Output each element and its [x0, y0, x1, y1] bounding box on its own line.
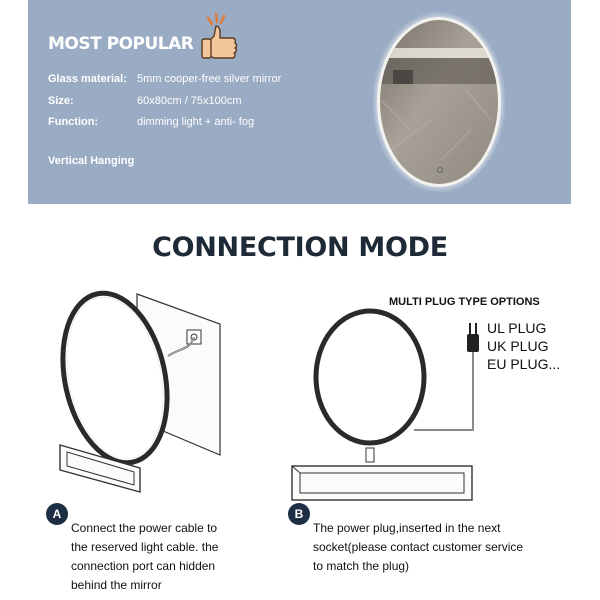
product-banner [28, 0, 571, 204]
section-title: CONNECTION MODE [152, 232, 448, 263]
step-a-badge: A [46, 503, 68, 525]
spec-value: 60x80cm / 75x100cm [137, 95, 242, 107]
step-text-line: behind the mirror [71, 578, 162, 592]
step-text-line: The power plug,inserted in the next [313, 521, 501, 535]
spec-key: Function: [48, 116, 99, 128]
step-text-line: Connect the power cable to [71, 521, 218, 535]
step-text-line: connection port can hidden [71, 559, 216, 573]
plug-option: UL PLUG [487, 320, 547, 336]
spec-value: dimming light + anti- fog [137, 116, 255, 128]
diagram-wall-mount [40, 280, 250, 510]
step-a-text [71, 519, 218, 595]
plug-option: EU PLUG... [487, 356, 561, 372]
step-text-line: the reserved light cable. the [71, 540, 219, 554]
product-mirror-image [371, 10, 507, 194]
step-b-text [313, 519, 523, 576]
banner-title: MOST POPULAR [48, 34, 194, 54]
thumbs-up-icon [198, 12, 244, 62]
spec-key: Glass material: [48, 73, 127, 85]
step-text-line: to match the plug) [313, 559, 410, 573]
plug-options-heading: MULTI PLUG TYPE OPTIONS [389, 296, 540, 308]
hanging-label: Vertical Hanging [48, 155, 135, 167]
step-b-badge: B [288, 503, 310, 525]
plug-icon [467, 323, 479, 352]
step-text-line: socket(please contact customer service [313, 540, 524, 554]
plug-option: UK PLUG [487, 338, 549, 354]
spec-value: 5mm cooper-free silver mirror [137, 73, 282, 85]
spec-key: Size: [48, 95, 74, 107]
